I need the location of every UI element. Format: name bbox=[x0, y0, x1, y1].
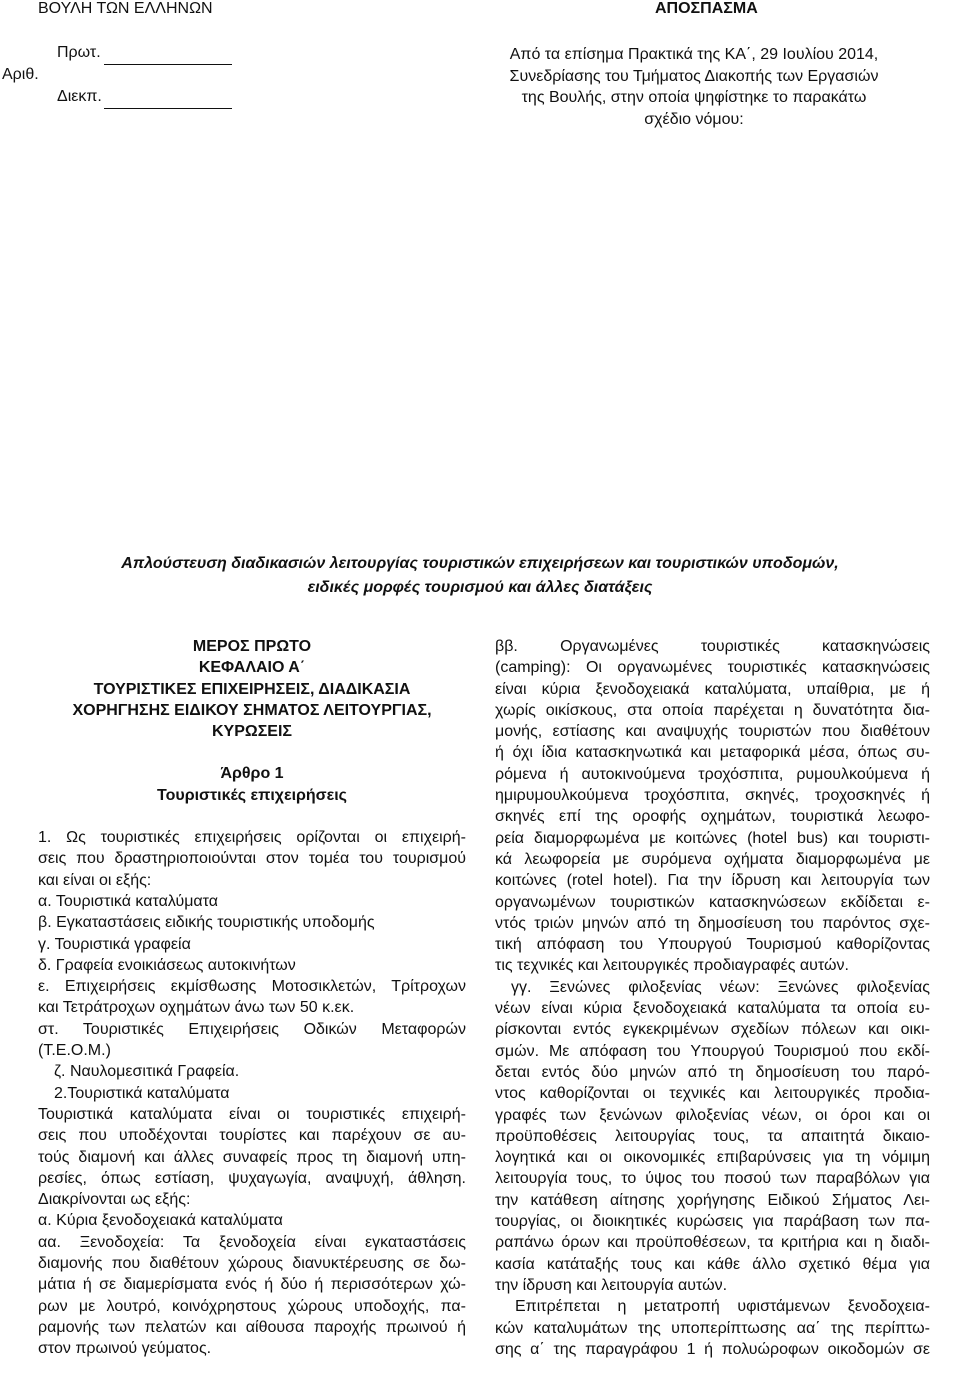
text-line: Τουριστικά καταλύματα είναι οι τουριστικές επιχειρή- bbox=[38, 1105, 466, 1123]
text-line: ή όχι ίδια κατασκηνωτικά και μεταφορικά μέσα, όπως συ- bbox=[495, 744, 930, 762]
text-line: κών καταλυμάτων της υποπερίπτωσης αα΄ της περίπτω- bbox=[495, 1319, 930, 1337]
text-line: ραμονής των πελατών και αίθουσα παροχής πρωινού ή bbox=[38, 1318, 466, 1336]
text-line: ντος καθορίζονται οι τεχνικές και λειτουργικές προδια- bbox=[495, 1085, 930, 1103]
text-line: την ίδρυση και λειτουργία αυτών. bbox=[495, 1276, 728, 1294]
ref-prot-label: Πρωτ. bbox=[57, 44, 101, 61]
text-line: είναι κύρια ξενοδοχειακά καταλύματα, υπαίθρια, με ή bbox=[495, 680, 930, 698]
text-line: λειτουργία τους, το ύψος του ποσού των παραβόλων για bbox=[495, 1170, 930, 1188]
ref-prot-line bbox=[104, 64, 232, 65]
text-line: τική απόφαση του Υπουργού Τουρισμού καθορίζοντας bbox=[495, 936, 930, 954]
minutes-reference bbox=[478, 44, 910, 130]
text-line: ρεσίες, όπως εστίαση, ψυχαγωγία, αναψυχή, άθληση. bbox=[38, 1169, 466, 1187]
text-line: διαμονής που διαθέτουν χώρους διανυκτέρευσης σε δω- bbox=[38, 1255, 466, 1273]
text-line: κασία κατάταξής τους και κάθε άλλο σχετικό θέμα για bbox=[495, 1255, 930, 1273]
text-line: ββ. Οργανωμένες τουριστικές κατασκηνώσεις bbox=[495, 638, 930, 655]
minutes-line: της Βουλής, στην οποία ψηφίστηκε το παρακάτω bbox=[521, 89, 867, 106]
text-line: ρεία διαμορφωμένα με κοιτώνες (hotel bus) και τουριστι- bbox=[495, 829, 930, 847]
part-heading: ΜΕΡΟΣ ΠΡΩΤΟ bbox=[192, 638, 312, 655]
text-line: ντός τριών μηνών από τη δημοσίευση του παρόντος σχε- bbox=[495, 914, 930, 932]
text-line: αα. Ξενοδοχεία: Τα ξενοδοχεία είναι εγκαταστάσεις bbox=[38, 1233, 466, 1251]
left-column bbox=[38, 636, 466, 1360]
text-line: λογητικά και οι οικονομικές επιβαρύνσεις για τη νόμιμη bbox=[495, 1149, 930, 1167]
text-line: σεις που υποδέχονται τουρίστες και παρέχουν σε αυ- bbox=[38, 1127, 466, 1145]
chapter-title-line: ΧΟΡΗΓΗΣΗΣ ΕΙΔΙΚΟΥ ΣΗΜΑΤΟΣ ΛΕΙΤΟΥΡΓΙΑΣ, bbox=[72, 701, 432, 719]
chapter-title-line: ΤΟΥΡΙΣΤΙΚΕΣ ΕΠΙΧΕΙΡΗΣΕΙΣ, ΔΙΑΔΙΚΑΣΙΑ bbox=[93, 680, 411, 698]
text-line: μάτια ή σε διαμερίσματα ενός ή δύο ή περισσότερων χώ- bbox=[38, 1276, 466, 1294]
chapter-title-line: ΚΥΡΩΣΕΙΣ bbox=[211, 723, 293, 741]
text-line: 1. Ως τουριστικές επιχειρήσεις ορίζονται οι επιχειρή- bbox=[38, 829, 466, 847]
list-item: α. Κύρια ξενοδοχειακά καταλύματα bbox=[38, 1212, 283, 1230]
text-line: σεις που δραστηριοποιούνται στον τομέα του τουρισμού bbox=[38, 850, 466, 868]
text-line: νέων είναι κύρια ξενοδοχειακά καταλύματα τα οποία ευ- bbox=[495, 1000, 930, 1018]
bill-title-line: Απλούστευση διαδικασιών λειτουργίας τουριστικών επιχειρήσεων και τουριστικών υποδομών, bbox=[121, 555, 839, 572]
text-line: μονής, εστίασης και αναψυχής τουριστών που διαθέτουν bbox=[495, 723, 930, 741]
bill-title-line: ειδικές μορφές τουρισμού και άλλες διατάξεις bbox=[307, 579, 653, 596]
minutes-line: Από τα επίσημα Πρακτικά της ΚΑ΄, 29 Ιουλίου 2014, bbox=[509, 46, 879, 63]
text-line: χωρίς οικίσκους, στα οποία παρέχεται η δυνατότητα δια- bbox=[495, 701, 930, 719]
article-title: Τουριστικές επιχειρήσεις bbox=[157, 786, 347, 804]
text-line: (camping): Οι οργανωμένες τουριστικές κατασκηνώσεις bbox=[495, 659, 930, 677]
text-line: την κατάθεση αίτησης χορήγησης Ειδικού Σήματος Λει- bbox=[495, 1191, 930, 1209]
chapter-heading: ΚΕΦΑΛΑΙΟ Α΄ bbox=[198, 659, 306, 677]
list-item: β. Εγκαταστάσεις ειδικής τουριστικής υποδομής bbox=[38, 914, 375, 932]
text-line: σμών. Με απόφαση του Υπουργού Τουρισμού που εκδί- bbox=[495, 1042, 930, 1060]
text-line: (Τ.Ε.Ο.Μ.) bbox=[38, 1042, 111, 1060]
text-line: ρίσκονται εντός εγκεκριμένων σχεδίων πόλεων και οικι- bbox=[495, 1021, 930, 1039]
list-item: ε. Επιχειρήσεις εκμίσθωσης Μοτοσικλετών, Τρίτροχων bbox=[38, 978, 466, 996]
list-item: α. Τουριστικά καταλύματα bbox=[38, 892, 218, 910]
text-line: Διακρίνονται ως εξής: bbox=[38, 1191, 191, 1209]
ref-diekp-label: Διεκπ. bbox=[57, 88, 102, 105]
text-line: τούς διαμονή και άλλες συναφείς προς τη διαμονή υπη- bbox=[38, 1148, 466, 1166]
list-item: στ. Τουριστικές Επιχειρήσεις Οδικών Μεταφορών bbox=[38, 1020, 466, 1038]
text-line: τουργίας, οι διοικητικές κυρώσεις για παράβαση των πα- bbox=[495, 1213, 930, 1231]
text-line: σκηνές επί της οροφής οχημάτων, τουριστικά λεωφο- bbox=[495, 808, 930, 826]
ref-arith-label: Αριθ. bbox=[2, 66, 39, 83]
document-title: ΑΠΟΣΠΑΣΜΑ bbox=[655, 0, 758, 17]
text-line: στον πρωινού γεύματος. bbox=[38, 1340, 212, 1358]
text-line: γγ. Ξενώνες φιλοξενίας νέων: Ξενώνες φιλοξενίας bbox=[511, 978, 930, 996]
text-line: ρόμενα ή αυτοκινούμενα τροχόσπιτα, ρυμουλκούμενα ή bbox=[495, 765, 930, 783]
text-line: γραφές των ξενώνων φιλοξενίας νέων, οι όροι και οι bbox=[495, 1106, 930, 1124]
text-line: και είναι οι εξής: bbox=[38, 871, 152, 889]
ref-diekp-line bbox=[104, 108, 232, 109]
article-number: Άρθρο 1 bbox=[220, 765, 284, 783]
text-line: κά λεωφορεία με συρόμενα οχήματα διαμορφωμένα με bbox=[495, 850, 930, 868]
text-line: ρων με λουτρό, κοινόχρηστους χώρους υποδοχής, πα- bbox=[38, 1297, 466, 1315]
list-item: δ. Γραφεία ενοικιάσεως αυτοκινήτων bbox=[38, 956, 296, 974]
text-line: ραπάνω όρων και προϋποθέσεων, τα κριτήρια και η διαδι- bbox=[495, 1234, 930, 1252]
text-line: οργανωμένων τουριστικών κατασκηνώσεων εκδίδεται ε- bbox=[495, 893, 930, 911]
text-line: Επιτρέπεται η μετατροπή υφιστάμενων ξενοδοχεια- bbox=[515, 1298, 930, 1316]
minutes-line: σχέδιο νόμου: bbox=[644, 110, 744, 128]
list-item: γ. Τουριστικά γραφεία bbox=[38, 935, 191, 953]
subheading: 2.Τουριστικά καταλύματα bbox=[54, 1084, 230, 1102]
bill-title bbox=[0, 552, 960, 600]
text-line: κοιτώνες (rotel hotel). Για την ίδρυση και λειτουργία των bbox=[495, 872, 930, 890]
text-line: προϋποθέσεις λειτουργίας τους, τα απαιτητά δικαιο- bbox=[495, 1127, 930, 1145]
text-line: ημιρυμουλκούμενα τροχόσπιτα, σκηνές, τροχοσκηνές ή bbox=[495, 787, 930, 805]
text-line: σης α΄ της παραγράφου 1 ή πολυώροφων οικοδομών σε bbox=[495, 1340, 930, 1358]
parliament-name: ΒΟΥΛΗ ΤΩΝ ΕΛΛΗΝΩΝ bbox=[38, 0, 213, 17]
minutes-line: Συνεδρίασης του Τμήματος Διακοπής των Εργασιών bbox=[509, 67, 879, 85]
text-line: τις τεχνικές και λειτουργικές προδιαγραφές αυτών. bbox=[495, 957, 849, 975]
right-column bbox=[495, 636, 930, 1360]
text-line: και Τετράτροχων οχημάτων άνω των 50 κ.εκ. bbox=[38, 999, 355, 1017]
text-line: δεται εντός δύο μηνών από τη δημοσίευση του παρό- bbox=[495, 1063, 930, 1081]
list-item: ζ. Ναυλομεσιτικά Γραφεία. bbox=[54, 1063, 240, 1081]
